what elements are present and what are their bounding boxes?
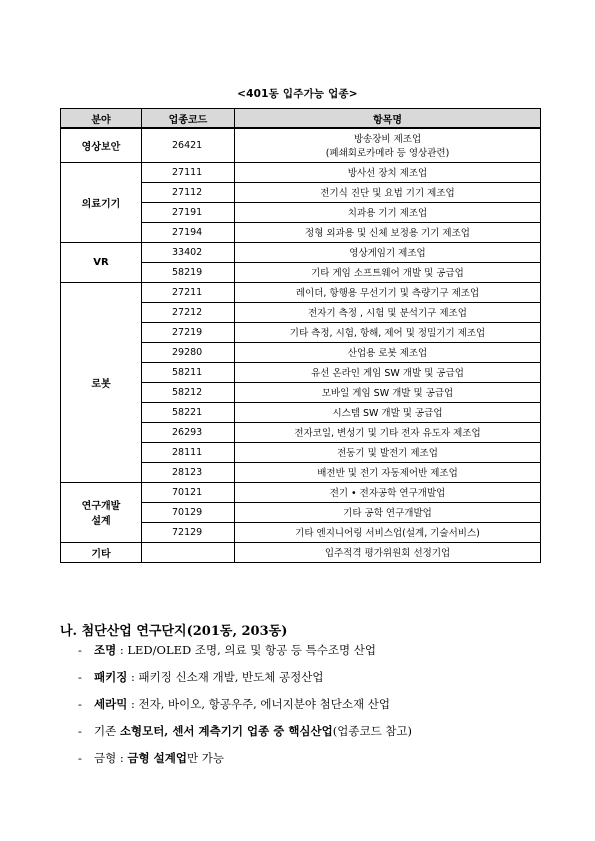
code-cell: 27211 [142,282,235,302]
section-heading: 나. 첨단산업 연구단지(201동, 203동) [60,624,288,639]
code-cell: 70129 [142,502,235,522]
item-name-cell [235,362,541,382]
code-cell: 26421 [142,128,235,162]
bullet-keyword: 소형모터, 센서 계측기기 업종 중 핵심산업 [119,724,333,738]
bullet-text: 금형 : [94,751,128,765]
item-name: 방송장비 제조업 [353,134,422,146]
code-cell: 28111 [142,442,235,462]
code-cell: 27194 [142,222,235,242]
code-cell: 28123 [142,462,235,482]
bullet-text: : 패키징 신소재 개발, 반도체 공정산업 [127,670,324,684]
bullet-dash: - [78,670,82,684]
item-name: 기타 공학 연구개발업 [343,508,432,519]
field-label: VR [93,256,109,268]
item-name: 전기식 진단 및 요법 기기 제조업 [320,188,455,199]
table-body [61,128,541,562]
item-name-cell [235,322,541,342]
item-name-cell [235,542,541,562]
bullet-item [78,696,578,723]
table-header-row [61,109,541,129]
item-name-cell [235,162,541,182]
item-name: 레이더, 항행용 무선기기 및 측량기구 제조업 [295,288,480,299]
item-name-cell [235,342,541,362]
code-cell: 58221 [142,402,235,422]
item-name-cell [235,242,541,262]
code-cell: 70121 [142,482,235,502]
item-name: 입주적격 평가위원회 선정기업 [324,548,451,559]
bullet-text: 기존 [94,724,120,738]
field-cell [61,482,142,542]
bullet-item [78,669,578,696]
item-name: 정형 외과용 및 신체 보정용 기기 제조업 [305,228,470,239]
industry-code-table [60,108,541,563]
header-code: 업종코드 [142,109,235,129]
code-cell: 27219 [142,322,235,342]
field-label: 기타 [91,548,111,560]
field-label: 영상보안 [81,141,121,153]
item-name-cell [235,482,541,502]
bullet-dash: - [78,643,82,657]
field-cell [61,542,142,562]
item-name: 배전반 및 전기 자동제어반 제조업 [317,468,458,479]
item-name: 기타 측정, 시험, 항해, 제어 및 정밀기기 제조업 [289,328,486,339]
table-row [61,128,541,162]
bullet-item [78,723,578,750]
field-label: 연구개발 [81,501,121,512]
item-name-cell [235,462,541,482]
item-name-cell [235,262,541,282]
code-cell: 33402 [142,242,235,262]
code-cell: 27112 [142,182,235,202]
bullet-dash: - [78,697,82,711]
item-name-cell [235,202,541,222]
code-cell: 58211 [142,362,235,382]
table-row [61,542,541,562]
bullet-dash: - [78,724,82,738]
field-cell [61,282,142,482]
item-name-cell [235,302,541,322]
header-field: 분야 [61,109,142,129]
item-name: 전자기 측정 , 시험 및 분석기구 제조업 [308,308,467,319]
table-row [61,482,541,502]
page-title: <401동 입주가능 업종> [237,88,358,100]
item-name: 치과용 기기 제조업 [347,208,428,219]
bullet-item [78,750,578,777]
table-row [61,242,541,262]
code-cell: 27111 [142,162,235,182]
bullet-keyword: 조명 [94,643,117,657]
field-label-line2: 설계 [91,516,111,527]
bullet-text: : LED/OLED 조명, 의료 및 항공 등 특수조명 산업 [116,643,376,657]
header-item-name: 항목명 [235,109,541,129]
bullet-keyword: 패키징 [94,670,128,684]
item-name: 전자코일, 변성기 및 기타 전자 유도자 제조업 [294,428,481,439]
bullet-text: (업종코드 참고) [332,724,413,738]
item-name: 영상게임기 제조업 [349,248,426,259]
item-name-cell [235,402,541,422]
code-cell: 58219 [142,262,235,282]
field-cell [61,128,142,162]
item-name-cell [235,522,541,542]
field-cell [61,242,142,282]
bullet-keyword: 금형 설계업 [127,751,187,765]
field-label: 의료기기 [81,198,121,210]
bullet-keyword: 세라믹 [94,697,128,711]
table-row [61,162,541,182]
code-cell: 26293 [142,422,235,442]
item-name: 기타 게임 소프트웨어 개발 및 공급업 [311,268,464,279]
item-name-cell [235,502,541,522]
item-name: 방사선 장치 제조업 [347,168,428,179]
code-cell: 72129 [142,522,235,542]
item-name-cell [235,222,541,242]
code-cell: 58212 [142,382,235,402]
item-name: 기타 엔지니어링 서비스업(설계, 기술서비스) [295,528,480,539]
item-name: 모바일 게임 SW 개발 및 공급업 [321,388,454,399]
code-cell: 29280 [142,342,235,362]
item-name: 산업용 로봇 제조업 [347,348,428,359]
table-row [61,282,541,302]
item-name-cell [235,442,541,462]
item-name: 시스템 SW 개발 및 공급업 [332,408,443,419]
item-name-detail: (폐쇄회로카메라 등 영상관련) [325,148,450,160]
bullet-item [78,642,578,669]
code-cell: 27212 [142,302,235,322]
field-cell [61,162,142,242]
code-cell: 27191 [142,202,235,222]
bullet-dash: - [78,751,82,765]
item-name-cell [235,382,541,402]
item-name: 전동기 및 발전기 제조업 [337,448,438,459]
bullet-text: 만 가능 [186,751,224,765]
bullet-list [78,642,578,777]
bullet-text: : 전자, 바이오, 항공우주, 에너지분야 첨단소재 산업 [127,697,390,711]
item-name: 전기 • 전자공학 연구개발업 [329,488,446,499]
item-name: 유선 온라인 게임 SW 개발 및 공급업 [311,368,464,379]
item-name-cell [235,182,541,202]
item-name-cell [235,128,541,162]
field-label: 로봇 [91,378,111,390]
code-cell [142,542,235,562]
item-name-cell [235,282,541,302]
item-name-cell [235,422,541,442]
